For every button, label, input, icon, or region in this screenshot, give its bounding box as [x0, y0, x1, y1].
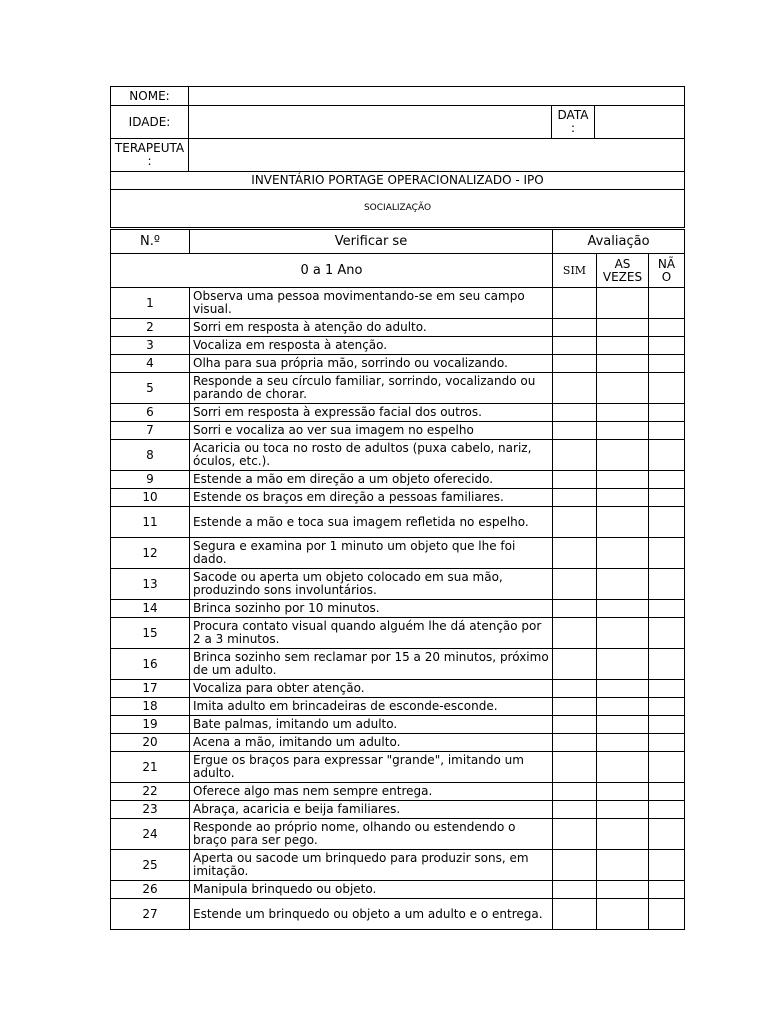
item-description: Sorri em resposta à atenção do adulto. — [190, 319, 553, 337]
table-row — [111, 422, 685, 440]
answer-cell-as-vezes[interactable] — [597, 899, 649, 930]
answer-cell-as-vezes[interactable] — [597, 489, 649, 507]
answer-cell-nao[interactable] — [649, 752, 685, 783]
answer-cell-as-vezes[interactable] — [597, 734, 649, 752]
answer-cell-as-vezes[interactable] — [597, 319, 649, 337]
table-row — [111, 600, 685, 618]
answer-cell-as-vezes[interactable] — [597, 471, 649, 489]
answer-cell-sim[interactable] — [553, 337, 597, 355]
answer-cell-nao[interactable] — [649, 819, 685, 850]
answer-cell-sim[interactable] — [553, 881, 597, 899]
table-row — [111, 716, 685, 734]
answer-cell-sim[interactable] — [553, 801, 597, 819]
answer-cell-nao[interactable] — [649, 288, 685, 319]
item-description: Sacode ou aperta um objeto colocado em sua mão, produzindo sons involuntários. — [190, 569, 553, 600]
answer-cell-sim[interactable] — [553, 734, 597, 752]
answer-cell-nao[interactable] — [649, 538, 685, 569]
answer-cell-nao[interactable] — [649, 850, 685, 881]
item-description: Imita adulto em brincadeiras de esconde-esconde. — [190, 698, 553, 716]
answer-cell-as-vezes[interactable] — [597, 507, 649, 538]
answer-cell-sim[interactable] — [553, 899, 597, 930]
item-description: Manipula brinquedo ou objeto. — [190, 881, 553, 899]
answer-cell-sim[interactable] — [553, 600, 597, 618]
item-number: 18 — [111, 698, 190, 716]
item-number: 2 — [111, 319, 190, 337]
table-row — [111, 489, 685, 507]
item-number: 23 — [111, 801, 190, 819]
form-title: INVENTÁRIO PORTAGE OPERACIONALIZADO - IPO — [111, 172, 685, 190]
answer-cell-sim[interactable] — [553, 618, 597, 649]
item-number: 14 — [111, 600, 190, 618]
answer-cell-sim[interactable] — [553, 698, 597, 716]
table-row — [111, 881, 685, 899]
item-description: Segura e examina por 1 minuto um objeto que lhe foi dado. — [190, 538, 553, 569]
table-row — [111, 471, 685, 489]
table-row — [111, 899, 685, 930]
table-row — [111, 440, 685, 471]
table-row — [111, 819, 685, 850]
item-number: 9 — [111, 471, 190, 489]
answer-cell-nao[interactable] — [649, 600, 685, 618]
item-description: Aperta ou sacode um brinquedo para produzir sons, em imitação. — [190, 850, 553, 881]
answer-cell-sim[interactable] — [553, 783, 597, 801]
answer-cell-nao[interactable] — [649, 734, 685, 752]
item-description: Vocaliza para obter atenção. — [190, 680, 553, 698]
data-label: DATA : — [552, 106, 595, 139]
item-number: 19 — [111, 716, 190, 734]
answer-cell-sim[interactable] — [553, 288, 597, 319]
item-description: Procura contato visual quando alguém lhe dá atenção por 2 a 3 minutos. — [190, 618, 553, 649]
answer-cell-sim[interactable] — [553, 569, 597, 600]
item-description: Vocaliza em resposta à atenção. — [190, 337, 553, 355]
answer-cell-as-vezes[interactable] — [597, 355, 649, 373]
answer-cell-as-vezes[interactable] — [597, 783, 649, 801]
answer-cell-nao[interactable] — [649, 801, 685, 819]
answer-cell-sim[interactable] — [553, 355, 597, 373]
answer-cell-sim[interactable] — [553, 680, 597, 698]
table-row — [111, 850, 685, 881]
terapeuta-label: TERAPEUTA : — [111, 139, 189, 172]
table-row — [111, 752, 685, 783]
answer-cell-as-vezes[interactable] — [597, 373, 649, 404]
items-table — [110, 229, 685, 930]
answer-cell-nao[interactable] — [649, 899, 685, 930]
answer-cell-as-vezes[interactable] — [597, 698, 649, 716]
answer-cell-nao[interactable] — [649, 507, 685, 538]
nome-label: NOME: — [111, 87, 189, 106]
item-number: 12 — [111, 538, 190, 569]
idade-label: IDADE: — [111, 106, 189, 139]
answer-cell-nao[interactable] — [649, 373, 685, 404]
answer-cell-as-vezes[interactable] — [597, 819, 649, 850]
item-number: 3 — [111, 337, 190, 355]
item-description: Olha para sua própria mão, sorrindo ou vocalizando. — [190, 355, 553, 373]
age-range-header: 0 a 1 Ano — [111, 254, 553, 288]
item-number: 25 — [111, 850, 190, 881]
answer-cell-sim[interactable] — [553, 440, 597, 471]
table-row — [111, 649, 685, 680]
item-number: 10 — [111, 489, 190, 507]
answer-cell-nao[interactable] — [649, 680, 685, 698]
col-as-vezes-header: AS VEZES — [597, 254, 649, 288]
item-number: 22 — [111, 783, 190, 801]
answer-cell-as-vezes[interactable] — [597, 801, 649, 819]
table-row — [111, 538, 685, 569]
table-row — [111, 404, 685, 422]
answer-cell-as-vezes[interactable] — [597, 600, 649, 618]
item-description: Estende a mão e toca sua imagem refletida no espelho. — [190, 507, 553, 538]
item-description: Observa uma pessoa movimentando-se em seu campo visual. — [190, 288, 553, 319]
item-number: 15 — [111, 618, 190, 649]
answer-cell-nao[interactable] — [649, 337, 685, 355]
answer-cell-as-vezes[interactable] — [597, 618, 649, 649]
item-description: Acena a mão, imitando um adulto. — [190, 734, 553, 752]
answer-cell-as-vezes[interactable] — [597, 440, 649, 471]
item-description: Estende um brinquedo ou objeto a um adulto e o entrega. — [190, 899, 553, 930]
item-number: 1 — [111, 288, 190, 319]
answer-cell-nao[interactable] — [649, 716, 685, 734]
answer-cell-nao[interactable] — [649, 618, 685, 649]
item-number: 11 — [111, 507, 190, 538]
answer-cell-sim[interactable] — [553, 716, 597, 734]
answer-cell-as-vezes[interactable] — [597, 752, 649, 783]
answer-cell-sim[interactable] — [553, 471, 597, 489]
col-verify-header: Verificar se — [190, 230, 553, 254]
table-row — [111, 373, 685, 404]
answer-cell-as-vezes[interactable] — [597, 850, 649, 881]
nome-field[interactable] — [189, 87, 685, 106]
table-row — [111, 507, 685, 538]
answer-cell-nao[interactable] — [649, 881, 685, 899]
item-number: 8 — [111, 440, 190, 471]
answer-cell-as-vezes[interactable] — [597, 680, 649, 698]
answer-cell-as-vezes[interactable] — [597, 881, 649, 899]
item-number: 7 — [111, 422, 190, 440]
answer-cell-as-vezes[interactable] — [597, 422, 649, 440]
table-row — [111, 801, 685, 819]
table-row — [111, 355, 685, 373]
answer-cell-nao[interactable] — [649, 404, 685, 422]
answer-cell-nao[interactable] — [649, 319, 685, 337]
item-number: 13 — [111, 569, 190, 600]
table-row — [111, 288, 685, 319]
item-description: Estende os braços em direção a pessoas familiares. — [190, 489, 553, 507]
item-description: Abraça, acaricia e beija familiares. — [190, 801, 553, 819]
section-title: SOCIALIZAÇÃO — [111, 190, 685, 228]
answer-cell-as-vezes[interactable] — [597, 288, 649, 319]
answer-cell-nao[interactable] — [649, 355, 685, 373]
answer-cell-sim[interactable] — [553, 373, 597, 404]
answer-cell-as-vezes[interactable] — [597, 716, 649, 734]
item-number: 6 — [111, 404, 190, 422]
answer-cell-sim[interactable] — [553, 507, 597, 538]
answer-cell-nao[interactable] — [649, 783, 685, 801]
answer-cell-sim[interactable] — [553, 649, 597, 680]
item-number: 4 — [111, 355, 190, 373]
answer-cell-sim[interactable] — [553, 752, 597, 783]
item-number: 27 — [111, 899, 190, 930]
item-number: 24 — [111, 819, 190, 850]
answer-cell-nao[interactable] — [649, 698, 685, 716]
col-sim-header: SIM — [553, 254, 597, 288]
answer-cell-sim[interactable] — [553, 319, 597, 337]
answer-cell-sim[interactable] — [553, 850, 597, 881]
item-description: Responde a seu círculo familiar, sorrindo, vocalizando ou parando de chorar. — [190, 373, 553, 404]
answer-cell-sim[interactable] — [553, 538, 597, 569]
item-description: Acaricia ou toca no rosto de adultos (puxa cabelo, nariz, óculos, etc.). — [190, 440, 553, 471]
answer-cell-sim[interactable] — [553, 404, 597, 422]
item-description: Responde ao próprio nome, olhando ou estendendo o braço para ser pego. — [190, 819, 553, 850]
col-evaluation-header: Avaliação — [553, 230, 685, 254]
table-row — [111, 680, 685, 698]
table-row — [111, 337, 685, 355]
answer-cell-as-vezes[interactable] — [597, 404, 649, 422]
table-row — [111, 618, 685, 649]
answer-cell-as-vezes[interactable] — [597, 337, 649, 355]
item-description: Brinca sozinho sem reclamar por 15 a 20 minutos, próximo de um adulto. — [190, 649, 553, 680]
item-description: Ergue os braços para expressar "grande", imitando um adulto. — [190, 752, 553, 783]
answer-cell-as-vezes[interactable] — [597, 569, 649, 600]
answer-cell-nao[interactable] — [649, 440, 685, 471]
answer-cell-sim[interactable] — [553, 489, 597, 507]
table-row — [111, 734, 685, 752]
item-description: Oferece algo mas nem sempre entrega. — [190, 783, 553, 801]
answer-cell-nao[interactable] — [649, 489, 685, 507]
col-nao-header: NÃ O — [649, 254, 685, 288]
item-description: Sorri em resposta à expressão facial dos outros. — [190, 404, 553, 422]
item-description: Sorri e vocaliza ao ver sua imagem no espelho — [190, 422, 553, 440]
item-description: Estende a mão em direção a um objeto oferecido. — [190, 471, 553, 489]
answer-cell-nao[interactable] — [649, 422, 685, 440]
idade-field[interactable] — [189, 106, 552, 139]
item-number: 16 — [111, 649, 190, 680]
col-num-header: N.º — [111, 230, 190, 254]
item-number: 20 — [111, 734, 190, 752]
terapeuta-field[interactable] — [189, 139, 685, 172]
item-number: 5 — [111, 373, 190, 404]
answer-cell-as-vezes[interactable] — [597, 538, 649, 569]
item-number: 26 — [111, 881, 190, 899]
item-number: 21 — [111, 752, 190, 783]
table-row — [111, 569, 685, 600]
data-field[interactable] — [595, 106, 685, 139]
answer-cell-sim[interactable] — [553, 819, 597, 850]
answer-cell-nao[interactable] — [649, 569, 685, 600]
answer-cell-nao[interactable] — [649, 471, 685, 489]
answer-cell-nao[interactable] — [649, 649, 685, 680]
item-number: 17 — [111, 680, 190, 698]
table-row — [111, 783, 685, 801]
form-header-table — [110, 86, 685, 228]
table-row — [111, 698, 685, 716]
table-row — [111, 319, 685, 337]
item-description: Bate palmas, imitando um adulto. — [190, 716, 553, 734]
answer-cell-as-vezes[interactable] — [597, 649, 649, 680]
item-description: Brinca sozinho por 10 minutos. — [190, 600, 553, 618]
answer-cell-sim[interactable] — [553, 422, 597, 440]
